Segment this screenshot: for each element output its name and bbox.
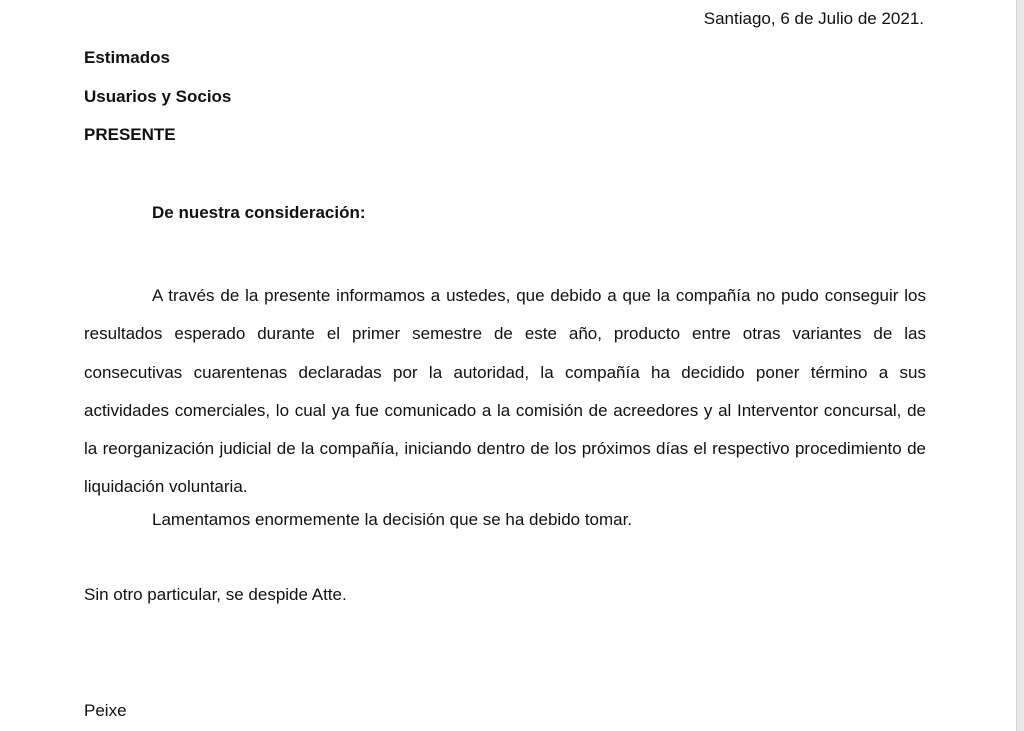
salutation-line-3: PRESENTE [84, 125, 176, 144]
closing-line: Sin otro particular, se despide Atte. [84, 585, 347, 604]
body-paragraph: A través de la presente informamos a ustedes, que debido a que la compañía no pudo conseguir los resultados esperado durante el primer semestre de este año, producto entre otras variantes de las consecutivas cuarentenas declaradas por la autoridad, la compañía ha decidido poner término a sus actividades comerciales, lo cual ya fue comunicado a la comisión de acreedores y al Interventor concursal, de la reorganización judicial de la compañía, iniciando dentro de los próximos días el respectivo procedimiento de liquidación voluntaria. [84, 286, 926, 497]
signature: Peixe [84, 701, 127, 720]
regret-sentence: Lamentamos enormemente la decisión que se ha debido tomar. [152, 510, 633, 529]
place-date: Santiago, 6 de Julio de 2021. [703, 9, 924, 28]
salutation-line-2: Usuarios y Socios [84, 87, 232, 106]
salutation-line-1: Estimados [84, 48, 170, 67]
consideration-heading: De nuestra consideración: [152, 203, 366, 222]
